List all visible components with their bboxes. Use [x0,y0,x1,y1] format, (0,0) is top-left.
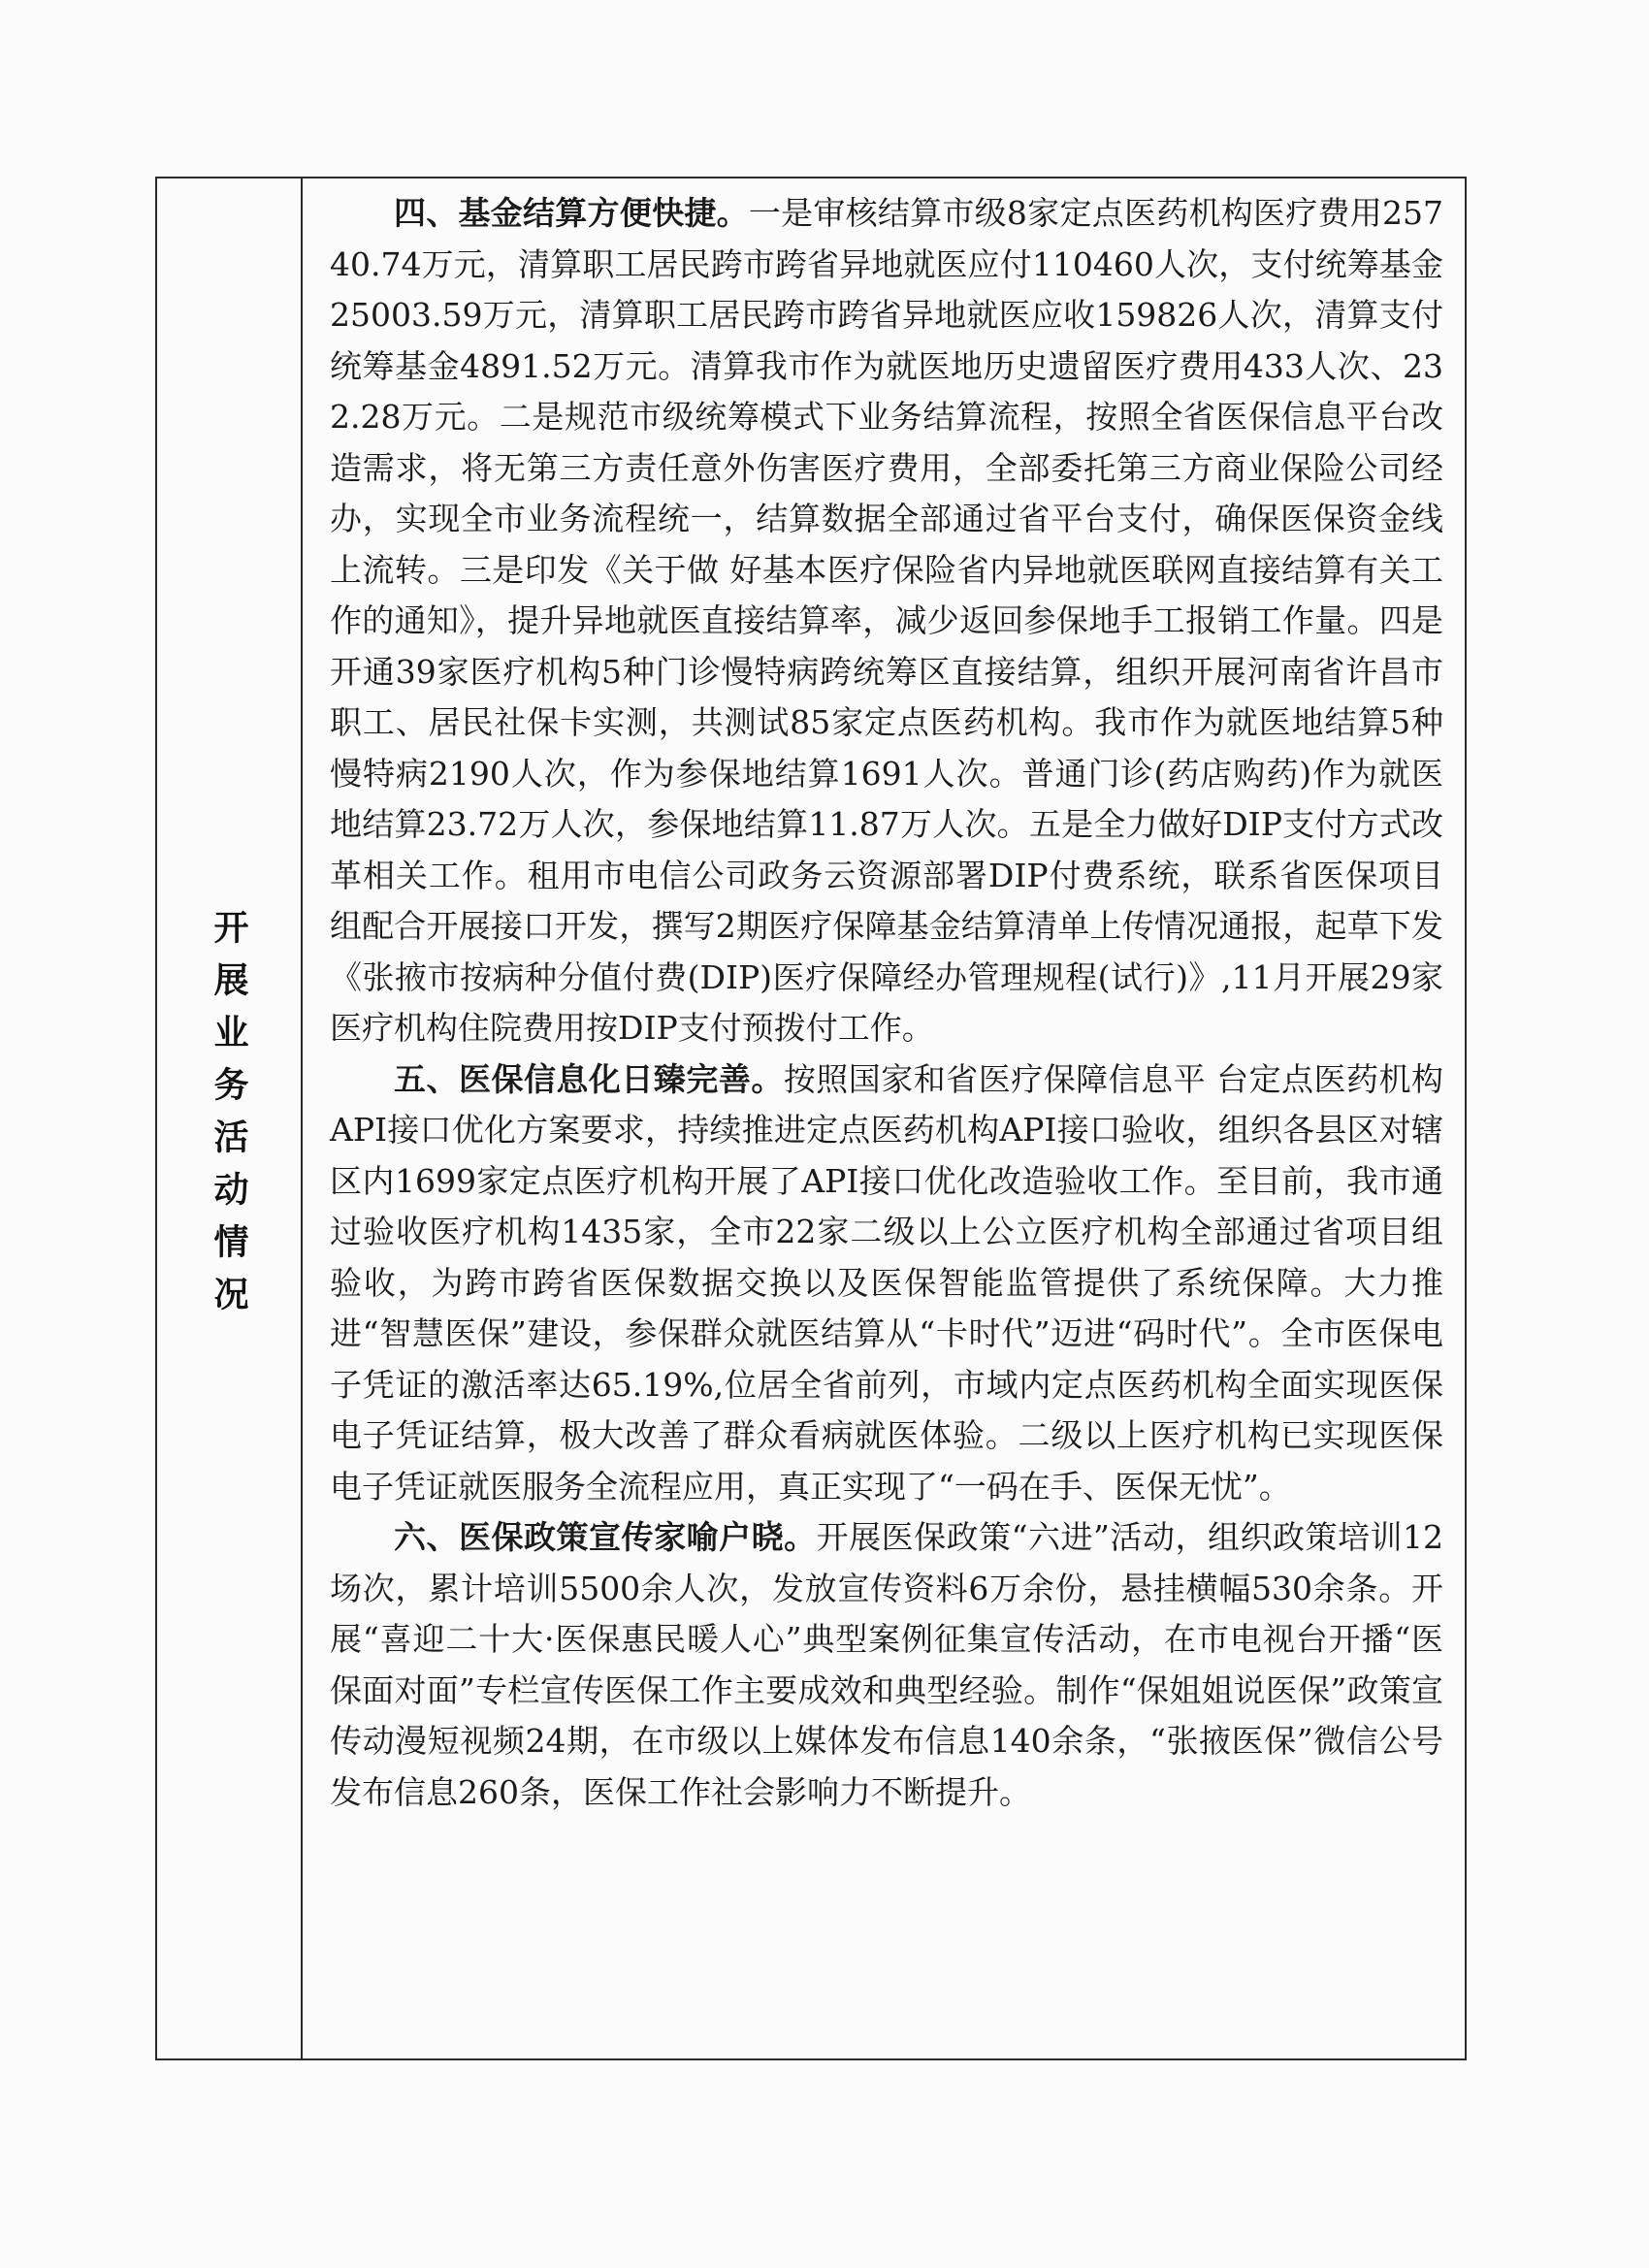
paragraph-heading: 四、基金结算方便快捷。 [394,194,749,232]
paragraph-policy-publicity [330,1512,1443,1818]
paragraph-body: 一是审核结算市级8家定点医药机构医疗费用25740.74万元，清算职工居民跨市跨省异地就医应付110460人次，支付统筹基金25003.59万元，清算职工居民跨市跨省异地就医应收159826人次，清算支付统筹基金4891.52万元。清算我市作为就医地历史遗留医疗费用433人次、232.28万元。二是规范市级统筹模式下业务结算流程，按照全省医保信息平台改造需求，将无第三方责任意外伤害医疗费用，全部委托第三方商业保险公司经办，实现全市业务流程统一，结算数据全部通过省平台支付，确保医保资金线上流转。三是印发《关于做 好基本医疗保险省内异地就医联网直接结算有关工作的通知》，提升异地就医直接结算率，减少返回参保地手工报销工作量。四是开通39家医疗机构5种门诊慢特病跨统筹区直接结算，组织开展河南省许昌市职工、居民社保卡实测，共测试85家定点医药机构。我市作为就医地结算5种慢特病2190人次，作为参保地结算1691人次。普通门诊(药店购药)作为就医地结算23.72万人次，参保地结算11.87万人次。五是全力做好DIP支付方式改革相关工作。租用市电信公司政务云资源部署DIP付费系统，联系省医保项目组配合开展接口开发，撰写2期医疗保障基金结算清单上传情况通报，起草下发《张掖市按病种分值付费(DIP)医疗保障经办管理规程(试行)》,11月开展29家医疗机构住院费用按DIP支付预拨付工作。 [330,194,1444,1047]
row-label: 开展业务活动情况 [209,909,249,1328]
paragraph-heading: 六、医保政策宣传家喻户晓。 [394,1518,817,1556]
row-label-cell [157,178,303,2058]
paragraph-body: 开展医保政策“六进”活动，组织政策培训12场次，累计培训5500余人次，发放宣传资料6万余份，悬挂横幅530余条。开展“喜迎二十大·医保惠民暖人心”典型案例征集宣传活动，在市电视台开播“医保面对面”专栏宣传医保工作主要成效和典型经验。制作“保姐姐说医保”政策宣传动漫短视频24期，在市级以上媒体发布信息140余条，“张掖医保”微信公号发布信息260条，医保工作社会影响力不断提升。 [330,1518,1443,1811]
paragraph-fund-settlement [330,188,1443,1054]
paragraph-informatization [330,1054,1443,1513]
report-table [155,177,1467,2060]
paragraph-body: 按照国家和省医疗保障信息平 台定点医药机构API接口优化方案要求，持续推进定点医药机构API接口验收，组织各县区对辖区内1699家定点医疗机构开展了API接口优化改造验收工作。至目前，我市通过验收医疗机构1435家，全市22家二级以上公立医疗机构全部通过省项目组验收，为跨市跨省医保数据交换以及医保智能监管提供了系统保障。大力推进“智慧医保”建设，参保群众就医结算从“卡时代”迈进“码时代”。全市医保电子凭证的激活率达65.19%,位居全省前列，市域内定点医药机构全面实现医保电子凭证结算，极大改善了群众看病就医体验。二级以上医疗机构已实现医保电子凭证就医服务全流程应用，真正实现了“一码在手、医保无忧”。 [330,1059,1443,1506]
content-cell [303,178,1465,2058]
paragraph-heading: 五、医保信息化日臻完善。 [394,1059,784,1098]
